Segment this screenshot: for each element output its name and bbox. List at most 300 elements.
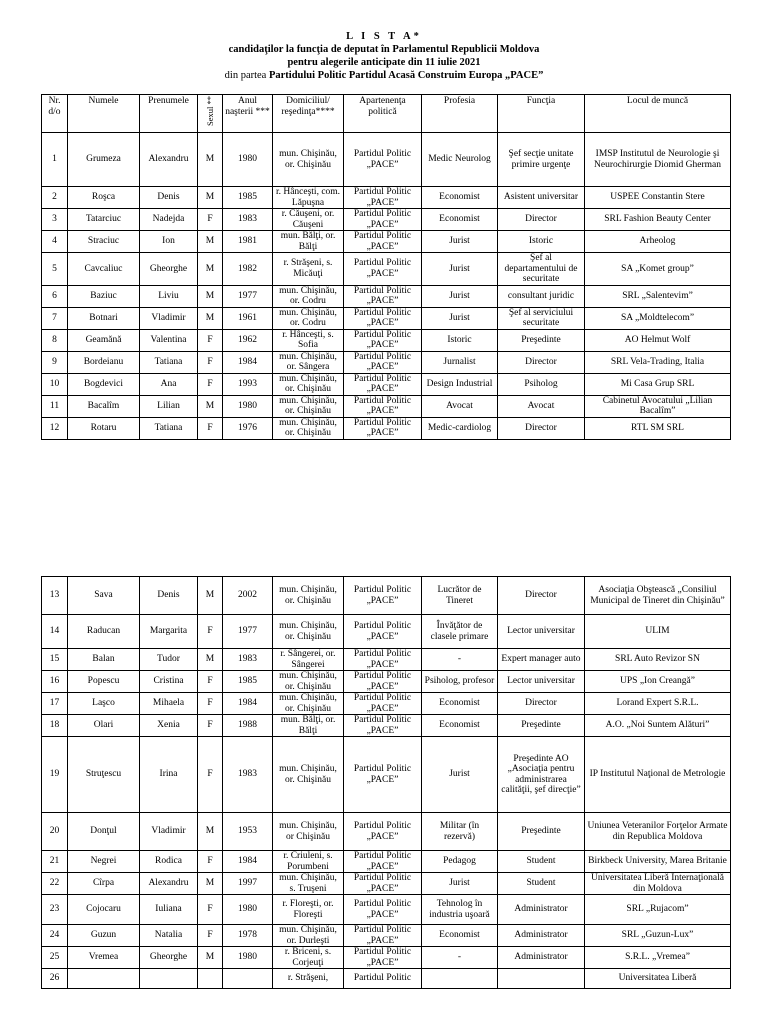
- function-cell: Lector universitar: [498, 615, 585, 649]
- firstname-cell: Mihaela: [140, 693, 198, 715]
- surname-cell: Botnari: [68, 307, 140, 329]
- sex-cell: F: [198, 351, 223, 373]
- affiliation-cell: Partidul Politic „PACE”: [344, 737, 422, 813]
- table-body-page1: [42, 133, 731, 440]
- table-row: [42, 615, 731, 649]
- profession-cell: Psiholog, profesor: [422, 671, 498, 693]
- table-row: [42, 307, 731, 329]
- firstname-cell: Denis: [140, 577, 198, 615]
- workplace-cell: SRL „Rujacom”: [585, 895, 731, 925]
- sex-cell: M: [198, 231, 223, 253]
- function-cell: Administrator: [498, 895, 585, 925]
- birth-year-cell: 1977: [223, 285, 273, 307]
- surname-cell: Negrei: [68, 851, 140, 873]
- function-cell: consultant juridic: [498, 285, 585, 307]
- affiliation-cell: Partidul Politic „PACE”: [344, 373, 422, 395]
- birth-year-cell: 1985: [223, 671, 273, 693]
- domicile-cell: r. Hânceşti, com. Lăpuşna: [273, 187, 344, 209]
- birth-year-cell: 1988: [223, 715, 273, 737]
- function-cell: Istoric: [498, 231, 585, 253]
- profession-cell: -: [422, 947, 498, 969]
- table-row: [42, 351, 731, 373]
- table-row: [42, 209, 731, 231]
- nr-cell: 17: [42, 693, 68, 715]
- affiliation-cell: Partidul Politic „PACE”: [344, 417, 422, 439]
- surname-cell: Bordeianu: [68, 351, 140, 373]
- affiliation-cell: Partidul Politic „PACE”: [344, 813, 422, 851]
- function-cell: Student: [498, 851, 585, 873]
- function-cell: Şef secţie unitate primire urgenţe: [498, 133, 585, 187]
- table-row: [42, 577, 731, 615]
- domicile-cell: r. Briceni, s. Corjeuţi: [273, 947, 344, 969]
- function-cell: Avocat: [498, 395, 585, 417]
- nr-cell: 10: [42, 373, 68, 395]
- sex-cell: F: [198, 925, 223, 947]
- surname-cell: Grumeza: [68, 133, 140, 187]
- sex-cell: M: [198, 307, 223, 329]
- nr-cell: 6: [42, 285, 68, 307]
- domicile-cell: mun. Chişinău, or. Chişinău: [273, 133, 344, 187]
- nr-cell: 18: [42, 715, 68, 737]
- surname-cell: Guzun: [68, 925, 140, 947]
- workplace-cell: IMSP Institutul de Neurologie şi Neurochirurgie Diomid Gherman: [585, 133, 731, 187]
- sex-cell: F: [198, 615, 223, 649]
- profession-cell: Jurist: [422, 253, 498, 286]
- function-cell: Asistent universitar: [498, 187, 585, 209]
- table-row: [42, 947, 731, 969]
- workplace-cell: SRL „Guzun-Lux”: [585, 925, 731, 947]
- affiliation-cell: Partidul Politic „PACE”: [344, 715, 422, 737]
- firstname-cell: Liviu: [140, 285, 198, 307]
- nr-cell: 16: [42, 671, 68, 693]
- domicile-cell: r. Străşeni, s. Micăuţi: [273, 253, 344, 286]
- firstname-cell: Margarita: [140, 615, 198, 649]
- table-row: [42, 285, 731, 307]
- workplace-cell: UPS „Ion Creangă”: [585, 671, 731, 693]
- election-line: pentru alegerile anticipate din 11 iulie 2021: [287, 57, 481, 68]
- affiliation-cell: Partidul Politic „PACE”: [344, 925, 422, 947]
- table-body-page2: [42, 577, 731, 989]
- birth-year-cell: 1983: [223, 737, 273, 813]
- workplace-cell: RTL SM SRL: [585, 417, 731, 439]
- domicile-cell: r. Sângerei, or. Sângerei: [273, 649, 344, 671]
- function-cell: Psiholog: [498, 373, 585, 395]
- affiliation-cell: Partidul Politic „PACE”: [344, 133, 422, 187]
- nr-cell: 23: [42, 895, 68, 925]
- domicile-cell: mun. Bălţi, or. Bălţi: [273, 715, 344, 737]
- firstname-cell: Vladimir: [140, 307, 198, 329]
- workplace-cell: SA „Komet group”: [585, 253, 731, 286]
- profession-cell: Pedagog: [422, 851, 498, 873]
- firstname-cell: Denis: [140, 187, 198, 209]
- table-header-row: [42, 95, 731, 133]
- sex-cell: M: [198, 395, 223, 417]
- nr-cell: 4: [42, 231, 68, 253]
- workplace-cell: Birkbeck University, Marea Britanie: [585, 851, 731, 873]
- profession-cell: Economist: [422, 925, 498, 947]
- domicile-cell: mun. Chişinău, or. Chişinău: [273, 373, 344, 395]
- col-header-sex: [198, 95, 223, 133]
- profession-cell: [422, 969, 498, 989]
- nr-cell: 13: [42, 577, 68, 615]
- birth-year-cell: 1980: [223, 133, 273, 187]
- document-subtitle: candidaţilor la funcţia de deputat în Parlamentul Republicii Moldova: [228, 44, 540, 55]
- table-row: [42, 813, 731, 851]
- function-cell: Student: [498, 873, 585, 895]
- domicile-cell: mun. Chişinău, s. Truşeni: [273, 873, 344, 895]
- surname-cell: Struţescu: [68, 737, 140, 813]
- surname-cell: Baziuc: [68, 285, 140, 307]
- table-row: [42, 649, 731, 671]
- domicile-cell: mun. Bălţi, or. Bălţi: [273, 231, 344, 253]
- workplace-cell: Arheolog: [585, 231, 731, 253]
- firstname-cell: Alexandru: [140, 873, 198, 895]
- nr-cell: 21: [42, 851, 68, 873]
- domicile-cell: r. Floreşti, or. Floreşti: [273, 895, 344, 925]
- nr-cell: 9: [42, 351, 68, 373]
- table-row: [42, 417, 731, 439]
- sex-cell: M: [198, 187, 223, 209]
- profession-cell: Economist: [422, 693, 498, 715]
- col-header-nr: Nr. d/o: [42, 95, 68, 133]
- function-cell: Preşedinte: [498, 813, 585, 851]
- firstname-cell: Tatiana: [140, 417, 198, 439]
- affiliation-cell: Partidul Politic „PACE”: [344, 231, 422, 253]
- function-cell: Şef al departamentului de securitate: [498, 253, 585, 286]
- workplace-cell: SRL Vela-Trading, Italia: [585, 351, 731, 373]
- surname-cell: Bogdevici: [68, 373, 140, 395]
- document-header: [0, 30, 768, 82]
- workplace-cell: Asociaţia Obştească „Consiliul Municipal de Tineret din Chişinău”: [585, 577, 731, 615]
- nr-cell: 2: [42, 187, 68, 209]
- sex-cell: M: [198, 133, 223, 187]
- col-header-function: Funcţia: [498, 95, 585, 133]
- function-cell: Administrator: [498, 947, 585, 969]
- profession-cell: Jurist: [422, 285, 498, 307]
- sex-cell: [198, 969, 223, 989]
- profession-cell: Lucrător de Tineret: [422, 577, 498, 615]
- surname-cell: Olari: [68, 715, 140, 737]
- affiliation-cell: Partidul Politic „PACE”: [344, 671, 422, 693]
- firstname-cell: Lilian: [140, 395, 198, 417]
- firstname-cell: Rodica: [140, 851, 198, 873]
- surname-cell: Roşca: [68, 187, 140, 209]
- nr-cell: 25: [42, 947, 68, 969]
- domicile-cell: mun. Chişinău, or. Chişinău: [273, 615, 344, 649]
- birth-year-cell: 1982: [223, 253, 273, 286]
- surname-cell: Cîrpa: [68, 873, 140, 895]
- affiliation-cell: Partidul Politic „PACE”: [344, 209, 422, 231]
- workplace-cell: ULIM: [585, 615, 731, 649]
- profession-cell: Jurist: [422, 307, 498, 329]
- table-row: [42, 851, 731, 873]
- firstname-cell: Gheorghe: [140, 947, 198, 969]
- function-cell: Director: [498, 417, 585, 439]
- sex-cell: M: [198, 253, 223, 286]
- affiliation-cell: Partidul Politic „PACE”: [344, 693, 422, 715]
- nr-cell: 1: [42, 133, 68, 187]
- affiliation-cell: Partidul Politic „PACE”: [344, 851, 422, 873]
- table-row: [42, 373, 731, 395]
- affiliation-cell: Partidul Politic „PACE”: [344, 329, 422, 351]
- profession-cell: Economist: [422, 209, 498, 231]
- profession-cell: Militar (în rezervă): [422, 813, 498, 851]
- workplace-cell: Uniunea Veteranilor Forţelor Armate din Republica Moldova: [585, 813, 731, 851]
- surname-cell: Sava: [68, 577, 140, 615]
- nr-cell: 7: [42, 307, 68, 329]
- affiliation-cell: Partidul Politic „PACE”: [344, 285, 422, 307]
- birth-year-cell: 1983: [223, 209, 273, 231]
- col-header-birth-year: Anul naşterii ***: [223, 95, 273, 133]
- birth-year-cell: 1953: [223, 813, 273, 851]
- affiliation-cell: Partidul Politic „PACE”: [344, 351, 422, 373]
- surname-cell: [68, 969, 140, 989]
- domicile-cell: mun. Chişinău, or. Chişinău: [273, 671, 344, 693]
- domicile-cell: mun. Chişinău, or. Chişinău: [273, 577, 344, 615]
- workplace-cell: Cabinetul Avocatului „Lilian Bacalîm”: [585, 395, 731, 417]
- nr-cell: 8: [42, 329, 68, 351]
- table-row: [42, 253, 731, 286]
- workplace-cell: SRL Auto Revizor SN: [585, 649, 731, 671]
- profession-cell: Învăţător de clasele primare: [422, 615, 498, 649]
- table-row: [42, 873, 731, 895]
- sex-cell: M: [198, 947, 223, 969]
- birth-year-cell: 1984: [223, 851, 273, 873]
- surname-cell: Cojocaru: [68, 895, 140, 925]
- function-cell: Expert manager auto: [498, 649, 585, 671]
- firstname-cell: Irina: [140, 737, 198, 813]
- col-header-firstname: Prenumele: [140, 95, 198, 133]
- birth-year-cell: 1977: [223, 615, 273, 649]
- sex-cell: F: [198, 417, 223, 439]
- profession-cell: Avocat: [422, 395, 498, 417]
- sex-cell: F: [198, 209, 223, 231]
- nr-cell: 5: [42, 253, 68, 286]
- birth-year-cell: 1997: [223, 873, 273, 895]
- affiliation-cell: Partidul Politic „PACE”: [344, 187, 422, 209]
- domicile-cell: mun. Chişinău, or. Codru: [273, 307, 344, 329]
- surname-cell: Popescu: [68, 671, 140, 693]
- birth-year-cell: 1961: [223, 307, 273, 329]
- sex-cell: F: [198, 373, 223, 395]
- nr-cell: 22: [42, 873, 68, 895]
- affiliation-cell: Partidul Politic „PACE”: [344, 615, 422, 649]
- col-header-profession: Profesia: [422, 95, 498, 133]
- firstname-cell: [140, 969, 198, 989]
- function-cell: Director: [498, 577, 585, 615]
- birth-year-cell: 1976: [223, 417, 273, 439]
- sex-cell: M: [198, 649, 223, 671]
- firstname-cell: Valentina: [140, 329, 198, 351]
- birth-year-cell: 1980: [223, 895, 273, 925]
- surname-cell: Rotaru: [68, 417, 140, 439]
- firstname-cell: Natalia: [140, 925, 198, 947]
- domicile-cell: mun. Chişinău, or. Codru: [273, 285, 344, 307]
- function-cell: Preşedinte AO „Asociaţia pentru administrarea calităţii, şef direcţie”: [498, 737, 585, 813]
- sex-cell: F: [198, 715, 223, 737]
- birth-year-cell: 1978: [223, 925, 273, 947]
- candidates-table-page1: [41, 94, 731, 440]
- firstname-cell: Vladimir: [140, 813, 198, 851]
- col-header-sex-label: Sexul **: [204, 96, 215, 126]
- affiliation-cell: Partidul Politic „PACE”: [344, 253, 422, 286]
- profession-cell: Jurist: [422, 231, 498, 253]
- birth-year-cell: 1983: [223, 649, 273, 671]
- birth-year-cell: 1980: [223, 947, 273, 969]
- birth-year-cell: 1985: [223, 187, 273, 209]
- function-cell: Lector universitar: [498, 671, 585, 693]
- col-header-name: Numele: [68, 95, 140, 133]
- surname-cell: Laşco: [68, 693, 140, 715]
- table-row: [42, 969, 731, 989]
- profession-cell: Medic-cardiolog: [422, 417, 498, 439]
- workplace-cell: Lorand Expert S.R.L.: [585, 693, 731, 715]
- firstname-cell: Tatiana: [140, 351, 198, 373]
- birth-year-cell: 1984: [223, 351, 273, 373]
- profession-cell: Medic Neurolog: [422, 133, 498, 187]
- workplace-cell: Universitatea Liberă Internaţională din Moldova: [585, 873, 731, 895]
- affiliation-cell: Partidul Politic „PACE”: [344, 577, 422, 615]
- nr-cell: 24: [42, 925, 68, 947]
- nr-cell: 15: [42, 649, 68, 671]
- domicile-cell: mun. Chişinău, or. Durleşti: [273, 925, 344, 947]
- firstname-cell: Ana: [140, 373, 198, 395]
- nr-cell: 3: [42, 209, 68, 231]
- nr-cell: 19: [42, 737, 68, 813]
- nr-cell: 14: [42, 615, 68, 649]
- firstname-cell: Ion: [140, 231, 198, 253]
- table-row: [42, 895, 731, 925]
- domicile-cell: mun. Chişinău, or Chişinău: [273, 813, 344, 851]
- affiliation-cell: Partidul Politic „PACE”: [344, 895, 422, 925]
- surname-cell: Straciuc: [68, 231, 140, 253]
- birth-year-cell: 2002: [223, 577, 273, 615]
- table-row: [42, 187, 731, 209]
- workplace-cell: AO Helmut Wolf: [585, 329, 731, 351]
- firstname-cell: Xenia: [140, 715, 198, 737]
- table-row: [42, 737, 731, 813]
- birth-year-cell: 1984: [223, 693, 273, 715]
- workplace-cell: Mi Casa Grup SRL: [585, 373, 731, 395]
- surname-cell: Raducan: [68, 615, 140, 649]
- domicile-cell: mun. Chişinău, or. Chişinău: [273, 737, 344, 813]
- firstname-cell: Nadejda: [140, 209, 198, 231]
- sex-cell: F: [198, 851, 223, 873]
- birth-year-cell: 1980: [223, 395, 273, 417]
- sex-cell: F: [198, 895, 223, 925]
- firstname-cell: Cristina: [140, 671, 198, 693]
- firstname-cell: Alexandru: [140, 133, 198, 187]
- sex-cell: F: [198, 693, 223, 715]
- surname-cell: Donţul: [68, 813, 140, 851]
- profession-cell: Jurist: [422, 873, 498, 895]
- sex-cell: F: [198, 329, 223, 351]
- firstname-cell: Iuliana: [140, 895, 198, 925]
- domicile-cell: r. Căuşeni, or. Căuşeni: [273, 209, 344, 231]
- nr-cell: 26: [42, 969, 68, 989]
- firstname-cell: Gheorghe: [140, 253, 198, 286]
- col-header-affiliation: Apartenenţa politică: [344, 95, 422, 133]
- sex-cell: F: [198, 737, 223, 813]
- surname-cell: Geamănă: [68, 329, 140, 351]
- profession-cell: Jurist: [422, 737, 498, 813]
- birth-year-cell: [223, 969, 273, 989]
- table-row: [42, 693, 731, 715]
- col-header-domicile: Domiciliul/ reşedinţa****: [273, 95, 344, 133]
- table-row: [42, 715, 731, 737]
- birth-year-cell: 1962: [223, 329, 273, 351]
- domicile-cell: mun. Chişinău, or. Chişinău: [273, 417, 344, 439]
- profession-cell: -: [422, 649, 498, 671]
- surname-cell: Bacalîm: [68, 395, 140, 417]
- workplace-cell: USPEE Constantin Stere: [585, 187, 731, 209]
- surname-cell: Cavcaliuc: [68, 253, 140, 286]
- domicile-cell: r. Criuleni, s. Porumbeni: [273, 851, 344, 873]
- profession-cell: Design Industrial: [422, 373, 498, 395]
- table-row: [42, 133, 731, 187]
- table-row: [42, 231, 731, 253]
- domicile-cell: mun. Chişinău, or. Chişinău: [273, 693, 344, 715]
- sex-cell: M: [198, 873, 223, 895]
- table-row: [42, 329, 731, 351]
- function-cell: [498, 969, 585, 989]
- workplace-cell: SA „Moldtelecom”: [585, 307, 731, 329]
- table-row: [42, 925, 731, 947]
- workplace-cell: SRL „Salentevim”: [585, 285, 731, 307]
- nr-cell: 11: [42, 395, 68, 417]
- document-title: L I S T A*: [346, 31, 422, 42]
- profession-cell: Istoric: [422, 329, 498, 351]
- table-row: [42, 671, 731, 693]
- workplace-cell: IP Institutul Naţional de Metrologie: [585, 737, 731, 813]
- function-cell: Director: [498, 693, 585, 715]
- nr-cell: 12: [42, 417, 68, 439]
- domicile-cell: mun. Chişinău, or. Chişinău: [273, 395, 344, 417]
- affiliation-cell: Partidul Politic „PACE”: [344, 947, 422, 969]
- affiliation-cell: Partidul Politic „PACE”: [344, 873, 422, 895]
- profession-cell: Economist: [422, 715, 498, 737]
- function-cell: Administrator: [498, 925, 585, 947]
- party-line: [0, 69, 768, 82]
- party-name: Partidului Politic Partidul Acasă Construim Europa „PACE”: [268, 70, 544, 81]
- domicile-cell: r. Hânceşti, s. Sofia: [273, 329, 344, 351]
- sex-cell: M: [198, 577, 223, 615]
- affiliation-cell: Partidul Politic „PACE”: [344, 307, 422, 329]
- affiliation-cell: Partidul Politic „PACE”: [344, 649, 422, 671]
- birth-year-cell: 1993: [223, 373, 273, 395]
- function-cell: Şef al serviciului securitate: [498, 307, 585, 329]
- sex-cell: M: [198, 285, 223, 307]
- workplace-cell: A.O. „Noi Suntem Alături”: [585, 715, 731, 737]
- sex-cell: F: [198, 671, 223, 693]
- affiliation-cell: Partidul Politic: [344, 969, 422, 989]
- col-header-workplace: Locul de muncă: [585, 95, 731, 133]
- function-cell: Director: [498, 209, 585, 231]
- surname-cell: Vremea: [68, 947, 140, 969]
- profession-cell: Jurnalist: [422, 351, 498, 373]
- profession-cell: Economist: [422, 187, 498, 209]
- nr-cell: 20: [42, 813, 68, 851]
- birth-year-cell: 1981: [223, 231, 273, 253]
- profession-cell: Tehnolog în industria uşoară: [422, 895, 498, 925]
- workplace-cell: S.R.L. „Vremea”: [585, 947, 731, 969]
- firstname-cell: Tudor: [140, 649, 198, 671]
- workplace-cell: SRL Fashion Beauty Center: [585, 209, 731, 231]
- surname-cell: Balan: [68, 649, 140, 671]
- party-line-prefix: din partea: [224, 70, 269, 81]
- domicile-cell: r. Străşeni,: [273, 969, 344, 989]
- sex-cell: M: [198, 813, 223, 851]
